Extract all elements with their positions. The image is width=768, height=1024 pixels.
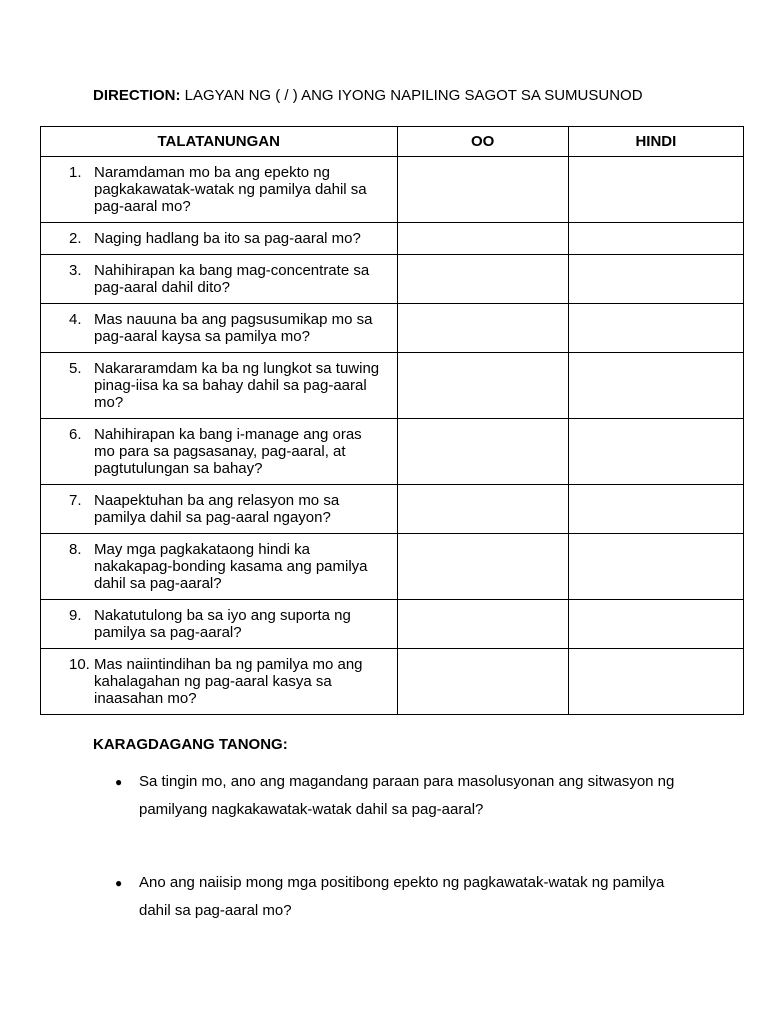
question-number: 5. <box>69 360 82 377</box>
direction-line <box>93 87 643 104</box>
question-cell <box>41 600 398 649</box>
question-cell <box>41 353 398 419</box>
hindi-answer-cell[interactable] <box>568 600 743 649</box>
question-text: Nahihirapan ka bang mag-concentrate sa pag-aaral dahil dito? <box>94 262 370 296</box>
additional-question-text: Sa tingin mo, ano ang magandang paraan para masolusyonan ang sitwasyon ng pamilyang nagkakawatak-watak dahil sa pag-aaral? <box>139 773 675 818</box>
header-hindi: HINDI <box>568 127 743 157</box>
additional-question-item <box>115 768 695 824</box>
question-cell <box>41 534 398 600</box>
table-row <box>41 223 744 255</box>
question-text: Mas nauuna ba ang pagsusumikap mo sa pag-aaral kaysa sa pamilya mo? <box>94 311 373 345</box>
table-row <box>41 304 744 353</box>
table-row <box>41 255 744 304</box>
direction-label: DIRECTION: <box>93 87 181 104</box>
table-row <box>41 600 744 649</box>
question-cell <box>41 419 398 485</box>
header-talatanungan: TALATANUNGAN <box>41 127 398 157</box>
bullet-icon: ● <box>115 876 123 890</box>
table-row <box>41 157 744 223</box>
hindi-answer-cell[interactable] <box>568 353 743 419</box>
question-number: 1. <box>69 164 82 181</box>
question-number: 8. <box>69 541 82 558</box>
table-header-row <box>41 127 744 157</box>
hindi-answer-cell[interactable] <box>568 419 743 485</box>
oo-answer-cell[interactable] <box>397 485 568 534</box>
question-cell <box>41 649 398 715</box>
oo-answer-cell[interactable] <box>397 304 568 353</box>
table-row <box>41 534 744 600</box>
question-text: May mga pagkakataong hindi ka nakakapag-bonding kasama ang pamilya dahil sa pag-aaral? <box>94 541 368 592</box>
additional-questions-title: KARAGDAGANG TANONG: <box>93 736 288 753</box>
additional-question-item <box>115 869 695 925</box>
hindi-answer-cell[interactable] <box>568 304 743 353</box>
question-number: 3. <box>69 262 82 279</box>
question-number: 10. <box>69 656 90 673</box>
table-row <box>41 649 744 715</box>
question-cell <box>41 157 398 223</box>
additional-question-text: Ano ang naiisip mong mga positibong epekto ng pagkawatak-watak ng pamilya dahil sa pag-aaral mo? <box>139 874 665 919</box>
oo-answer-cell[interactable] <box>397 223 568 255</box>
hindi-answer-cell[interactable] <box>568 157 743 223</box>
hindi-answer-cell[interactable] <box>568 485 743 534</box>
question-cell <box>41 255 398 304</box>
table-row <box>41 419 744 485</box>
hindi-answer-cell[interactable] <box>568 534 743 600</box>
oo-answer-cell[interactable] <box>397 419 568 485</box>
oo-answer-cell[interactable] <box>397 157 568 223</box>
oo-answer-cell[interactable] <box>397 600 568 649</box>
oo-answer-cell[interactable] <box>397 255 568 304</box>
direction-text: LAGYAN NG ( / ) ANG IYONG NAPILING SAGOT SA SUMUSUNOD <box>180 87 643 104</box>
question-text: Naramdaman mo ba ang epekto ng pagkakawatak-watak ng pamilya dahil sa pag-aaral mo? <box>94 164 367 215</box>
question-number: 4. <box>69 311 82 328</box>
question-cell <box>41 304 398 353</box>
oo-answer-cell[interactable] <box>397 534 568 600</box>
question-number: 7. <box>69 492 82 509</box>
question-text: Naging hadlang ba ito sa pag-aaral mo? <box>94 230 361 247</box>
question-number: 9. <box>69 607 82 624</box>
question-number: 2. <box>69 230 82 247</box>
header-oo: OO <box>397 127 568 157</box>
oo-answer-cell[interactable] <box>397 649 568 715</box>
bullet-icon: ● <box>115 775 123 789</box>
question-text: Naapektuhan ba ang relasyon mo sa pamilya dahil sa pag-aaral ngayon? <box>94 492 340 526</box>
question-number: 6. <box>69 426 82 443</box>
question-cell <box>41 485 398 534</box>
survey-table <box>40 126 744 715</box>
oo-answer-cell[interactable] <box>397 353 568 419</box>
question-text: Nakatutulong ba sa iyo ang suporta ng pamilya sa pag-aaral? <box>94 607 351 641</box>
question-cell <box>41 223 398 255</box>
question-text: Nakararamdam ka ba ng lungkot sa tuwing pinag-iisa ka sa bahay dahil sa pag-aaral mo? <box>94 360 380 411</box>
question-text: Mas naiintindihan ba ng pamilya mo ang kahalagahan ng pag-aaral kasya sa inaasahan mo? <box>94 656 363 707</box>
hindi-answer-cell[interactable] <box>568 255 743 304</box>
table-row <box>41 353 744 419</box>
table-row <box>41 485 744 534</box>
hindi-answer-cell[interactable] <box>568 223 743 255</box>
hindi-answer-cell[interactable] <box>568 649 743 715</box>
question-text: Nahihirapan ka bang i-manage ang oras mo para sa pagsasanay, pag-aaral, at pagtutulungan sa bahay? <box>94 426 362 477</box>
